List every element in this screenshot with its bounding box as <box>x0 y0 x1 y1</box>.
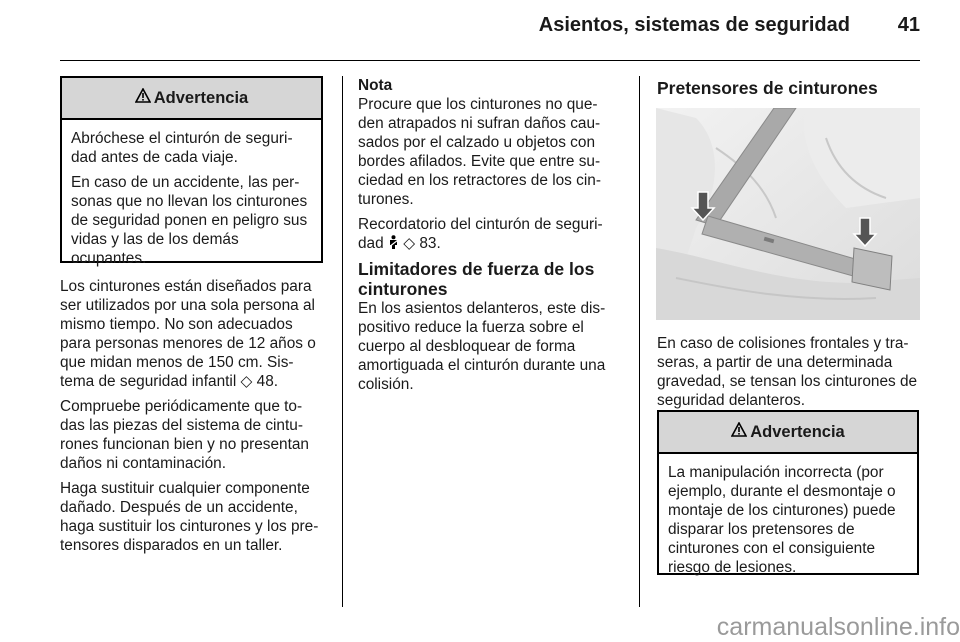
note-label: Nota <box>358 77 393 94</box>
left-body-text <box>60 277 326 561</box>
body-paragraph: Compruebe periódicamente que to- das las piezas del sistema de cintu- rones funcionan bien y no presentan daños ni contaminación. <box>60 398 309 472</box>
header-divider <box>60 60 920 61</box>
force-limiter-text: En los asientos delanteros, este dis- positivo reduce la fuerza sobre el cuerpo al desbloquear de forma amortiguada el cinturón durante una colisión. <box>358 300 606 393</box>
column-divider-right <box>639 76 640 607</box>
seatbelt-pretensioner-illustration <box>656 108 920 320</box>
reminder-page-ref: ◇ 83. <box>403 235 441 252</box>
warning-box-header <box>62 78 321 120</box>
warning-box-title: Advertencia <box>750 422 845 441</box>
watermark: carmanualsonline.info <box>716 613 960 641</box>
warning-triangle-icon <box>135 88 151 108</box>
page-title: Asientos, sistemas de seguridad <box>538 14 850 36</box>
pretensioner-text: En caso de colisiones frontales y tra- seras, a partir de una determinada gravedad, se tensan los cinturones de seguridad delanteros. <box>657 335 918 409</box>
column-divider-left <box>342 76 343 607</box>
right-column-heading-wrap <box>657 78 921 98</box>
body-paragraph: Los cinturones están diseñados para ser utilizados por una sola persona al mismo tiempo. No son adecuados para personas menores de 12 años o que midan menos de 150 cm. Sis- tema de seguridad infantil ◇ 48. <box>60 278 316 390</box>
warning-triangle-icon <box>731 422 747 442</box>
page-number: 41 <box>897 14 920 36</box>
pretensioner-heading: Pretensores de cinturones <box>657 78 878 98</box>
warning-paragraph: Abróchese el cinturón de seguri- dad antes de cada viaje. <box>71 130 293 166</box>
warning-box-pretensioner <box>657 410 919 575</box>
warning-paragraph: La manipulación incorrecta (por ejemplo, durante el desmontaje o montaje de los cinturones) puede disparar los pretensores de cinturones con el consiguiente riesgo de lesiones. <box>668 464 896 576</box>
seatbelt-reminder-icon <box>388 235 403 252</box>
middle-column <box>358 76 624 400</box>
reminder-paragraph <box>358 215 624 253</box>
warning-box-header <box>659 412 917 454</box>
reminder-text: Recordatorio del cinturón de seguri- dad <box>358 216 603 252</box>
warning-paragraph: En caso de un accidente, las per- sonas que no llevan los cinturones de seguridad ponen en peligro sus vidas y las de los demás ocupantes. <box>71 174 308 267</box>
note-text: Procure que los cinturones no que- den atrapados ni sufran daños cau- sados por el calzado u objetos con bordes afilados. Evite que entre su- ciedad en los retractores de los cin- turones. <box>358 96 601 208</box>
pretensioner-body <box>657 334 921 416</box>
body-paragraph: Haga sustituir cualquier componente dañado. Después de un accidente, haga sustituir los cinturones y los pre- tensores disparados en un taller. <box>60 480 319 554</box>
warning-box-seatbelt <box>60 76 323 267</box>
force-limiter-heading: Limitadores de fuerza de los cinturones <box>358 259 595 299</box>
warning-box-title: Advertencia <box>153 88 249 107</box>
